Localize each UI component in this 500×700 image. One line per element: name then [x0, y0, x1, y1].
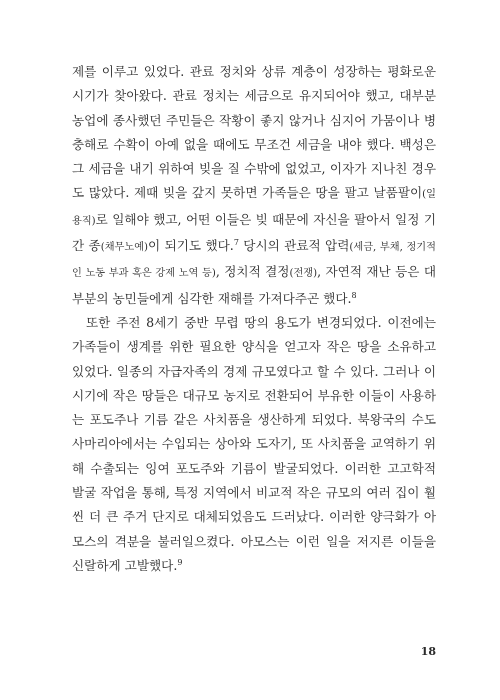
annotation-day-laborer: (일용직) — [72, 189, 436, 227]
annotation-debt-slave: (채무노예) — [100, 242, 149, 254]
paragraph-1-text-4: 당시의 관료적 압력 — [238, 238, 350, 254]
paragraph-1-text-2: 로 일해야 했고, 어떤 이들은 빚 때문에 자신을 팔아서 일정 기간 종 — [72, 211, 436, 254]
paragraph-2-text: 또한 주전 8세기 중반 무렵 땅의 용도가 변경되었다. 이전에는 가족들이 생계를 위한 필요한 양식을 얻고자 작은 땅을 소유하고 있었다. 일종의 자급자족의 경제 규모였다고 할 수 있다. 그러나 이 시기에 작은 땅들은 대규모 농지로 전환되어 부유한 이들이 사용하는 포도주나 기름 같은 사치품을 생산하게 되었다. 북왕국의 수도 사마리아에서는 수입되는 상아와 도자기, 또 사치품을 교역하기 위해 수출되는 잉여 포도주와 기름이 발굴되었다. 이러한 고고학적 발굴 작업을 통해, 특정 지역에서 비교적 작은 규모의 여러 집이 훨씬 더 큰 주거 단지로 대체되었음도 드러났다. 이러한 양극화가 아모스의 격분을 불러일으켰다. 아모스는 이런 일을 저지른 이들을 신랄하게 고발했다. — [72, 314, 436, 573]
footnote-marker-8[interactable]: 8 — [351, 290, 357, 300]
footnote-marker-9[interactable]: 9 — [177, 557, 183, 567]
paragraph-1 — [72, 60, 436, 311]
annotation-bureaucratic-pressure: (세금, 부채, 정기적인 노동 부과 혹은 강제 노역 등) — [72, 242, 436, 280]
paragraph-2 — [72, 311, 436, 578]
paragraph-1-text-5: , 정치적 결정 — [215, 264, 290, 280]
paragraph-1-text-6: , 자연적 재난 등은 대부분의 농민들에게 심각한 재해를 가져다주곤 했다. — [72, 264, 437, 306]
footnote-marker-7[interactable]: 7 — [233, 237, 239, 247]
paragraph-1-text-1: 제를 이루고 있었다. 관료 정치와 상류 계층이 성장하는 평화로운 시기가 찾아왔다. 관료 정치는 세금으로 유지되어야 했고, 대부분 농업에 종사했던 주민들은 작황이 좋지 않거나 심지어 가뭄이나 병충해로 수확이 아예 없을 때에도 무조건 세금을 내야 했다. 백성은 그 세금을 내기 위하여 빚을 질 수밖에 없었고, 이자가 지나친 경우도 많았다. 제때 빚을 갚지 못하면 가족들은 땅을 팔고 날품팔이 — [72, 64, 436, 201]
annotation-war: (전쟁) — [289, 268, 318, 280]
page-number: 18 — [420, 645, 436, 658]
paragraph-1-text-3: 이 되기도 했다. — [148, 238, 234, 254]
body-text — [72, 60, 436, 578]
